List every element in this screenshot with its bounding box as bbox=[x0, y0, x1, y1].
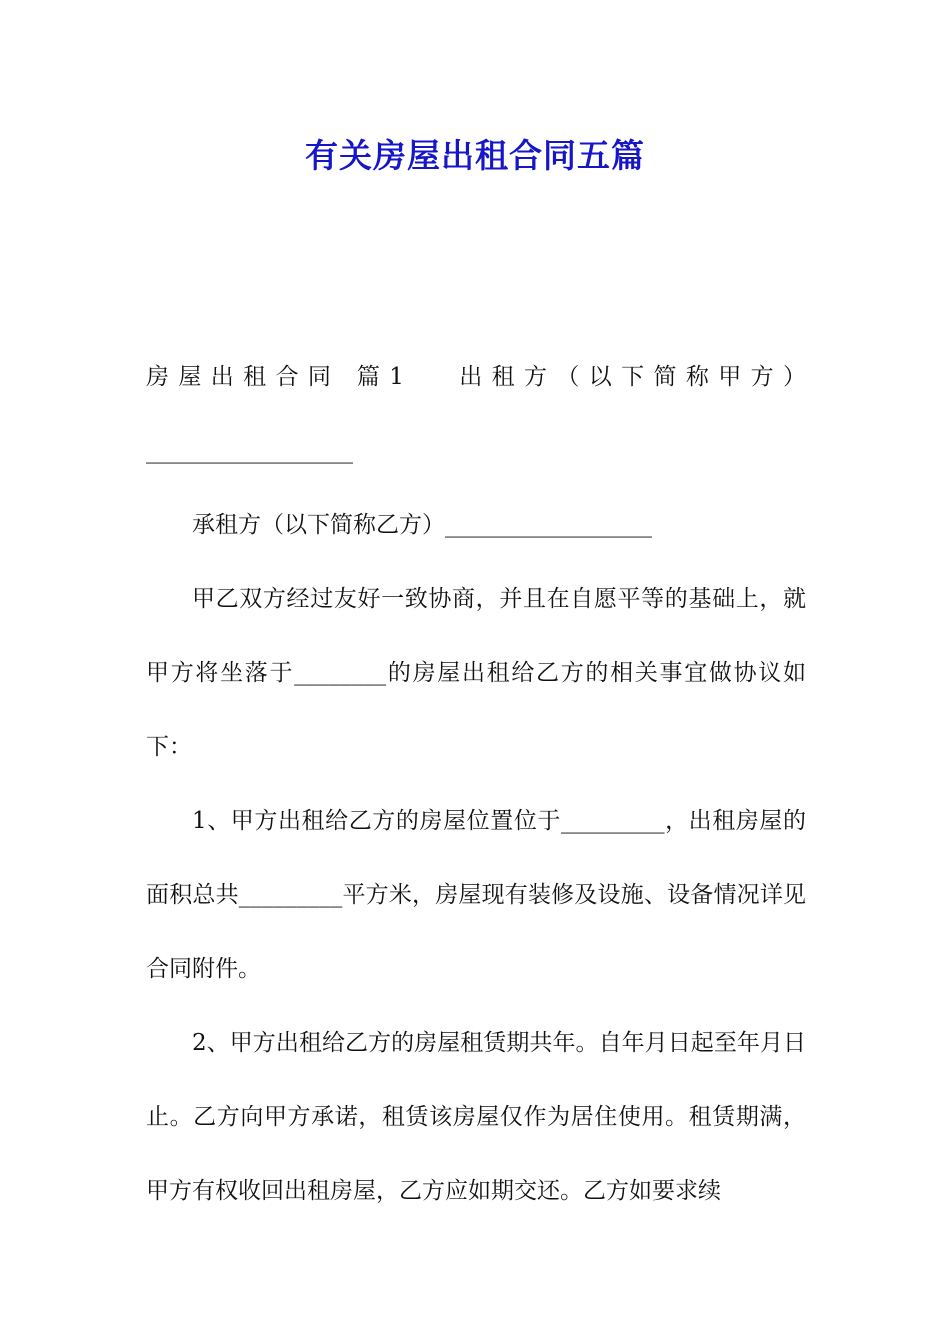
paragraph-text: 出租方（以下简称甲方）__________________ bbox=[146, 364, 807, 464]
paragraph-clause-1: 1、甲方出租给乙方的房屋位置位于_________，出租房屋的面积总共_________平方米，房屋现有装修及设施、设备情况详见合同附件。 bbox=[146, 808, 806, 982]
document-title: 有关房屋出租合同五篇 bbox=[305, 136, 645, 175]
section-heading: 房屋出租合同 篇1 bbox=[146, 364, 404, 390]
paragraph-tenant: 承租方（以下简称乙方）__________________ bbox=[192, 512, 652, 538]
document-body bbox=[146, 340, 806, 1228]
paragraph-agreement: 甲乙双方经过友好一致协商，并且在自愿平等的基础上，就甲方将坐落于________的房屋出租给乙方的相关事宜做协议如下： bbox=[146, 586, 806, 760]
paragraph-landlord bbox=[146, 340, 806, 488]
paragraph-clause-2: 2、甲方出租给乙方的房屋租赁期共年。自年月日起至年月日止。乙方向甲方承诺，租赁该房屋仅作为居住使用。租赁期满，甲方有权收回出租房屋，乙方应如期交还。乙方如要求续 bbox=[146, 1030, 806, 1204]
